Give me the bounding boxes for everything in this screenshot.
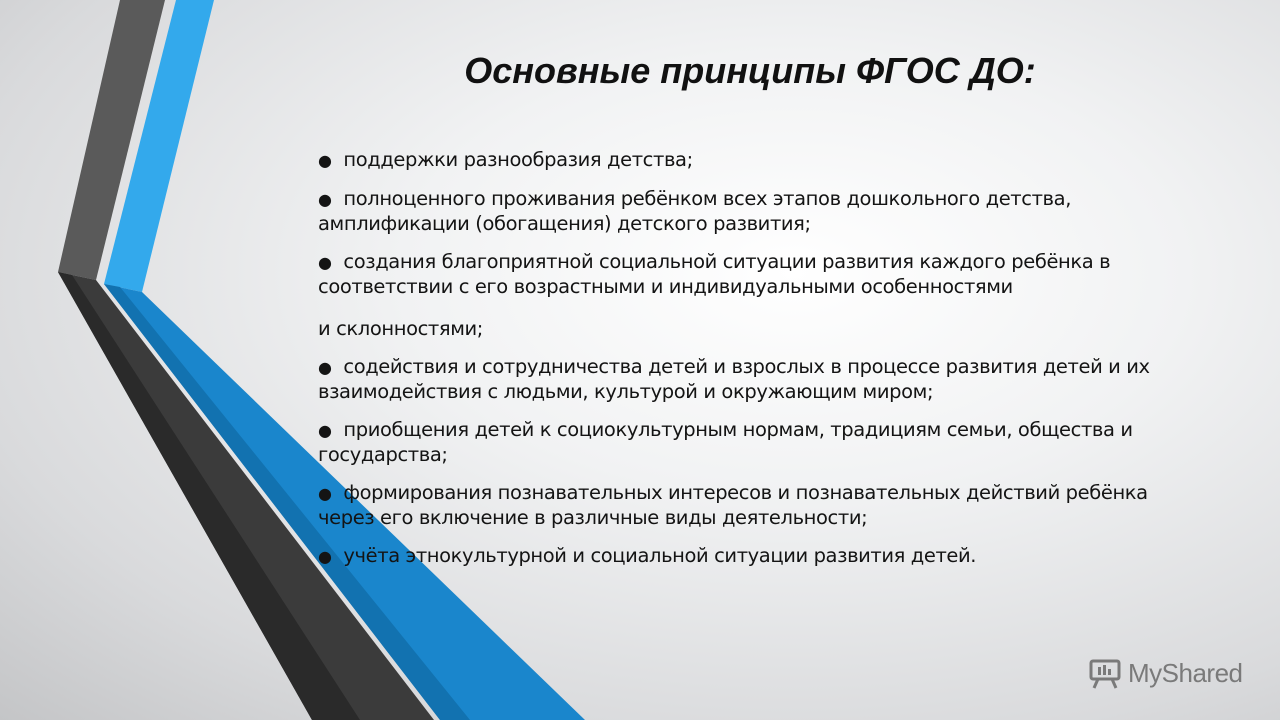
principles-list bbox=[318, 148, 1178, 583]
myshared-watermark[interactable] bbox=[1088, 656, 1243, 690]
bullet-icon: ● bbox=[318, 421, 332, 440]
list-item: ● приобщения детей к социокультурным нормам, традициям семьи, общества и государства; bbox=[318, 418, 1133, 466]
list-item: ● учёта этнокультурной и социальной ситуации развития детей. bbox=[318, 544, 977, 567]
bullet-icon: ● bbox=[318, 253, 332, 272]
slide-title: Основные принципы ФГОС ДО: bbox=[464, 50, 1036, 91]
bullet-icon: ● bbox=[318, 151, 332, 170]
list-item: ● содействия и сотрудничества детей и взрослых в процессе развития детей и их взаимодействия с людьми, культурой и окружающим миром; bbox=[318, 355, 1150, 403]
watermark-text: MyShared bbox=[1128, 657, 1243, 688]
bullet-icon: ● bbox=[318, 358, 332, 377]
presentation-board-icon bbox=[1088, 656, 1122, 690]
list-item-continuation: и склонностями; bbox=[318, 317, 483, 340]
bullet-icon: ● bbox=[318, 190, 332, 209]
list-item: ● формирования познавательных интересов и познавательных действий ребёнка через его включение в различные виды деятельности; bbox=[318, 481, 1148, 529]
bullet-icon: ● bbox=[318, 547, 332, 566]
list-item: ● полноценного проживания ребёнком всех этапов дошкольного детства, амплификации (обогащения) детского развития; bbox=[318, 187, 1071, 235]
list-item: ● поддержки разнообразия детства; bbox=[318, 148, 693, 171]
bullet-icon: ● bbox=[318, 484, 332, 503]
list-item: ● создания благоприятной социальной ситуации развития каждого ребёнка в соответствии с его возрастными и индивидуальными особенностями bbox=[318, 250, 1111, 298]
